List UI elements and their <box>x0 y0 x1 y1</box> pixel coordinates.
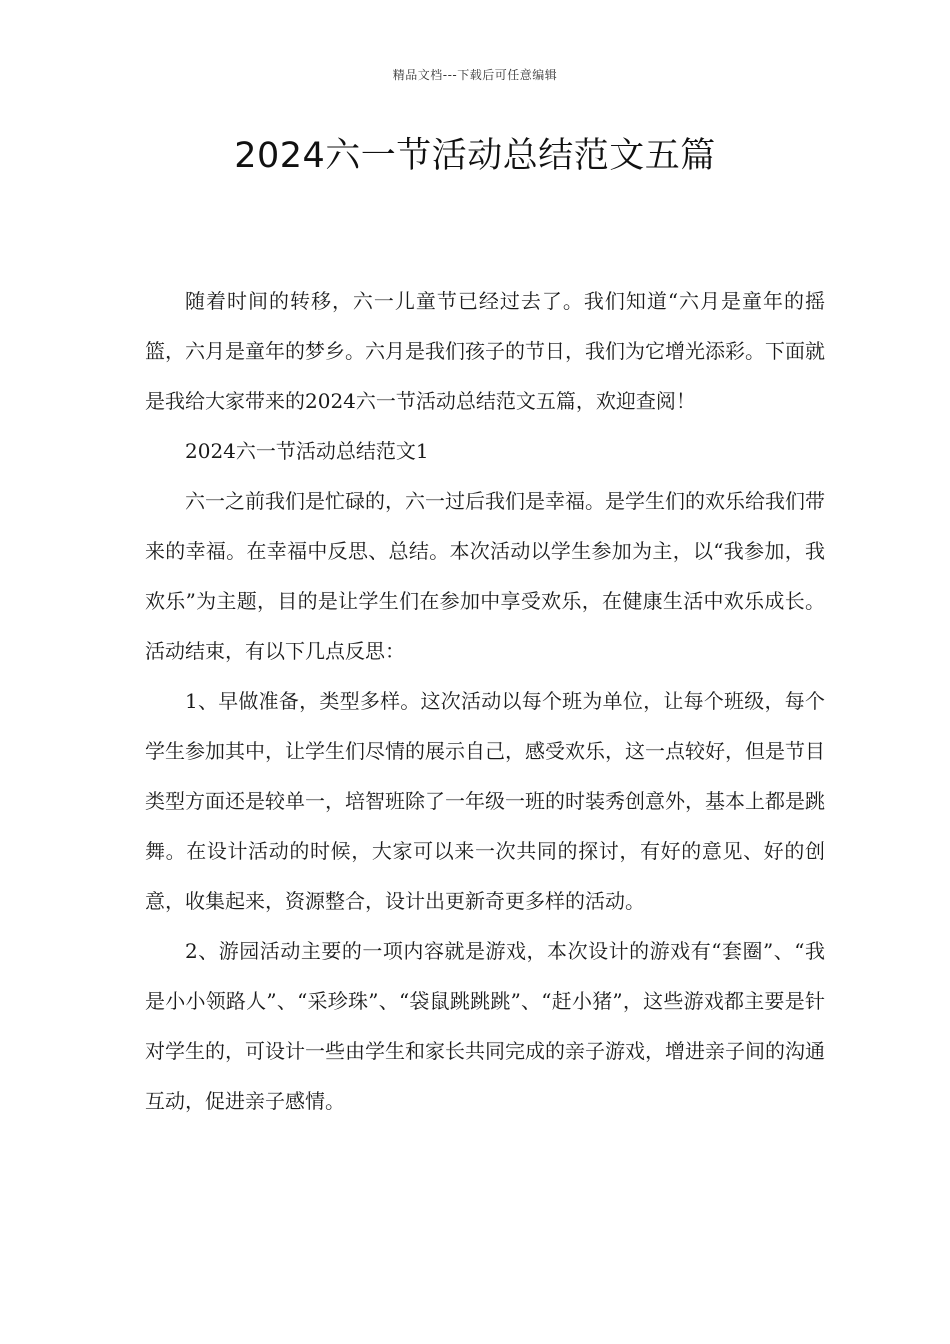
header-note: 精品文档---下载后可任意编辑 <box>392 68 558 82</box>
intro-paragraph: 随着时间的转移，六一儿童节已经过去了。我们知道“六月是童年的摇篮，六月是童年的梦乡。六月是我们孩子的节日，我们为它增光添彩。下面就是我给大家带来的2024六一节活动总结范文五篇，欢迎查阅！ <box>145 289 825 413</box>
document-body <box>145 276 825 1126</box>
body-paragraph: 1、早做准备，类型多样。这次活动以每个班为单位，让每个班级，每个学生参加其中，让学生们尽情的展示自己，感受欢乐，这一点较好，但是节目类型方面还是较单一，培智班除了一年级一班的时装秀创意外，基本上都是跳舞。在设计活动的时候，大家可以来一次共同的探讨，有好的意见、好的创意，收集起来，资源整合，设计出更新奇更多样的活动。 <box>145 689 825 913</box>
body-paragraph: 六一之前我们是忙碌的，六一过后我们是幸福。是学生们的欢乐给我们带来的幸福。在幸福中反思、总结。本次活动以学生参加为主，以“我参加，我欢乐”为主题，目的是让学生们在参加中享受欢乐，在健康生活中欢乐成长。活动结束，有以下几点反思： <box>145 489 825 663</box>
section-heading: 2024六一节活动总结范文1 <box>185 439 429 463</box>
document-title: 2024六一节活动总结范文五篇 <box>234 136 716 176</box>
body-paragraph: 2、游园活动主要的一项内容就是游戏，本次设计的游戏有“套圈”、“我是小小领路人”、“采珍珠”、“袋鼠跳跳跳”、“赶小猪”，这些游戏都主要是针对学生的，可设计一些由学生和家长共同完成的亲子游戏，增进亲子间的沟通互动，促进亲子感情。 <box>145 939 825 1113</box>
